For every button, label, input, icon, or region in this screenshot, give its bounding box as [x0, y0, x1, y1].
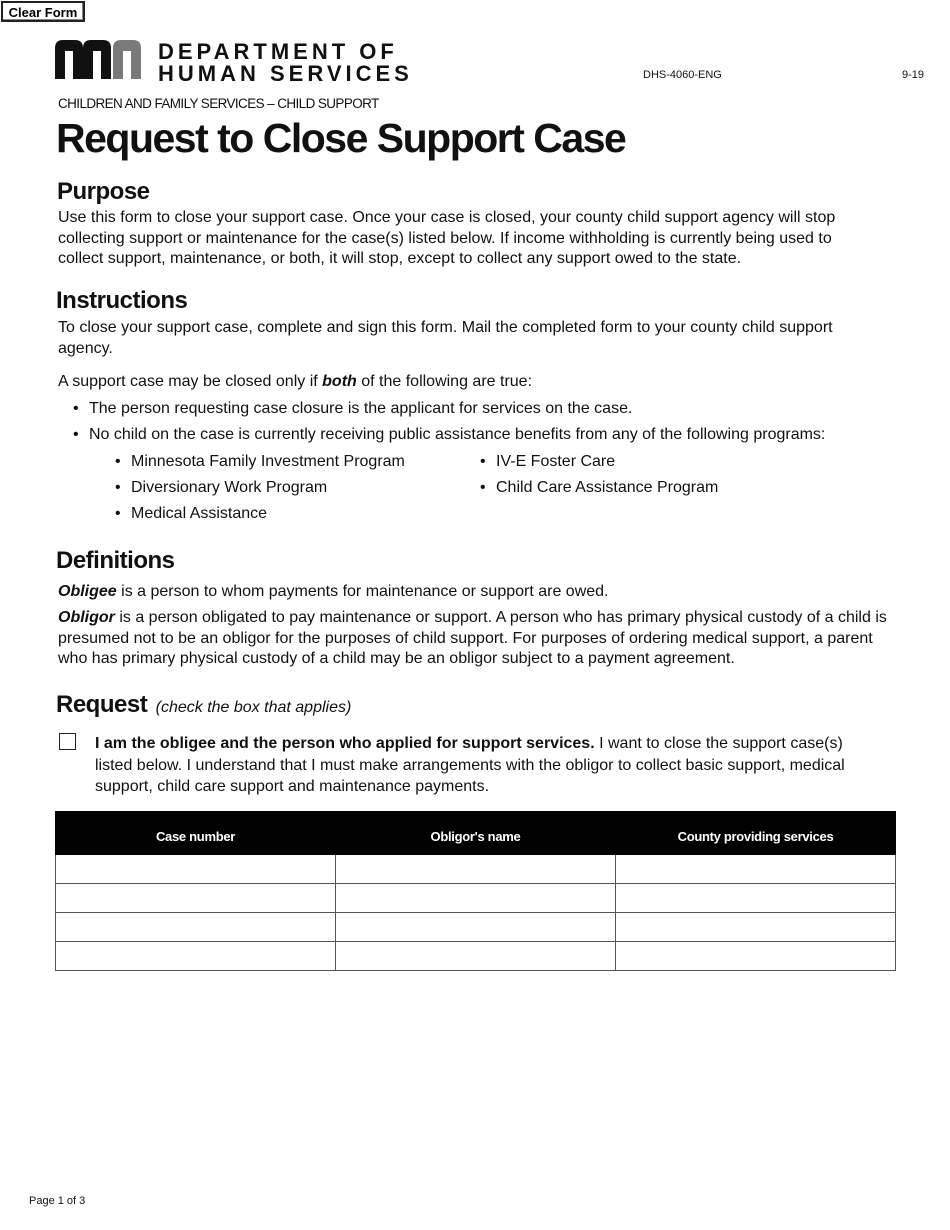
table-row [56, 913, 896, 942]
program-text: IV-E Foster Care [496, 453, 616, 470]
obligee-term: Obligee [58, 583, 117, 600]
instructions-heading: Instructions [56, 287, 188, 314]
program-text: Medical Assistance [131, 505, 268, 522]
program-text: Minnesota Family Investment Program [131, 453, 405, 470]
instructions-text: To close your support case, complete and sign this form. Mail the completed form to your county child support agency. [58, 319, 833, 357]
form-date: 9-19 [902, 69, 925, 81]
county-field[interactable] [616, 942, 896, 971]
bullet-text: No child on the case is currently receiving public assistance benefits from any of the following programs: [89, 426, 826, 443]
page-title: Request to Close Support Case [56, 115, 626, 161]
program-item [115, 452, 455, 472]
condition-before: A support case may be closed only if [58, 373, 323, 390]
request-heading: Request [56, 691, 148, 718]
program-item [480, 452, 820, 472]
option-bold: I am the obligee and the person who applied for support services. [95, 735, 595, 752]
condition-after: of the following are true: [356, 373, 533, 390]
obligee-text: is a person to whom payments for maintenance or support are owed. [116, 583, 609, 600]
table-row [56, 942, 896, 971]
case-number-field[interactable] [56, 913, 336, 942]
program-text: Diversionary Work Program [131, 479, 328, 496]
bullet-icon: • [73, 400, 79, 417]
table-header-row [56, 812, 896, 855]
closure-condition [58, 372, 858, 393]
bullet-icon: • [480, 453, 486, 470]
col-obligor-name: Obligor's name [336, 812, 616, 855]
program-item [115, 478, 455, 498]
condition-emphasis: both [322, 373, 357, 390]
list-item [73, 399, 873, 419]
obligor-definition [58, 608, 898, 670]
program-text: Child Care Assistance Program [496, 479, 719, 496]
dhs-logo [55, 38, 145, 85]
clear-form-button[interactable]: Clear Form [1, 1, 85, 22]
obligor-term: Obligor [58, 609, 115, 626]
request-heading-row [56, 691, 351, 719]
program-item [480, 478, 820, 498]
case-number-field[interactable] [56, 942, 336, 971]
bullet-text: The person requesting case closure is the applicant for services on the case. [89, 400, 633, 417]
mn-logo-icon [55, 38, 145, 80]
bullet-icon: • [480, 479, 486, 496]
col-case-number: Case number [56, 812, 336, 855]
case-number-field[interactable] [56, 855, 336, 884]
obligor-name-field[interactable] [336, 884, 616, 913]
logo-line-2: HUMAN SERVICES [158, 61, 413, 86]
county-field[interactable] [616, 855, 896, 884]
request-hint: (check the box that applies) [155, 699, 352, 716]
table-row [56, 855, 896, 884]
obligee-definition [58, 582, 898, 603]
obligor-name-field[interactable] [336, 913, 616, 942]
option-text: I want to close the support case(s) listed below. I understand that I must make arrangements with the obligor to collect basic support, medical support, child care support and maintenance payments. [95, 735, 845, 795]
county-field[interactable] [616, 884, 896, 913]
case-table [55, 811, 896, 971]
logo-line-1: DEPARTMENT OF [158, 39, 398, 64]
col-county: County providing services [616, 812, 896, 855]
obligee-close-checkbox[interactable] [59, 733, 76, 750]
purpose-heading: Purpose [57, 178, 150, 205]
case-number-field[interactable] [56, 884, 336, 913]
division-label: CHILDREN AND FAMILY SERVICES – CHILD SUPPORT [58, 96, 379, 111]
obligor-name-field[interactable] [336, 942, 616, 971]
bullet-icon: • [115, 453, 121, 470]
form-code: DHS-4060-ENG [643, 69, 722, 81]
program-item [115, 504, 455, 524]
bullet-icon: • [115, 505, 121, 522]
definitions-heading: Definitions [56, 547, 175, 574]
obligor-name-field[interactable] [336, 855, 616, 884]
bullet-icon: • [115, 479, 121, 496]
page-number: Page 1 of 3 [29, 1195, 86, 1207]
purpose-text: Use this form to close your support case. Once your case is closed, your county child support agency will stop collecting support or maintenance for the case(s) listed below. If income withholding is currently being used to collect support, maintenance, or both, it will stop, except to collect any support owed to the state. [58, 209, 836, 267]
list-item [73, 425, 873, 445]
county-field[interactable] [616, 913, 896, 942]
bullet-icon: • [73, 426, 79, 443]
obligee-close-statement [95, 733, 870, 798]
table-row [56, 884, 896, 913]
obligor-text: is a person obligated to pay maintenance or support. A person who has primary physical custody of a child is presumed not to be an obligor for the purposes of child support. For purposes of ordering medical support, a parent who has primary physical custody of a child may be an obligor subject to a payment agreement. [58, 609, 887, 667]
